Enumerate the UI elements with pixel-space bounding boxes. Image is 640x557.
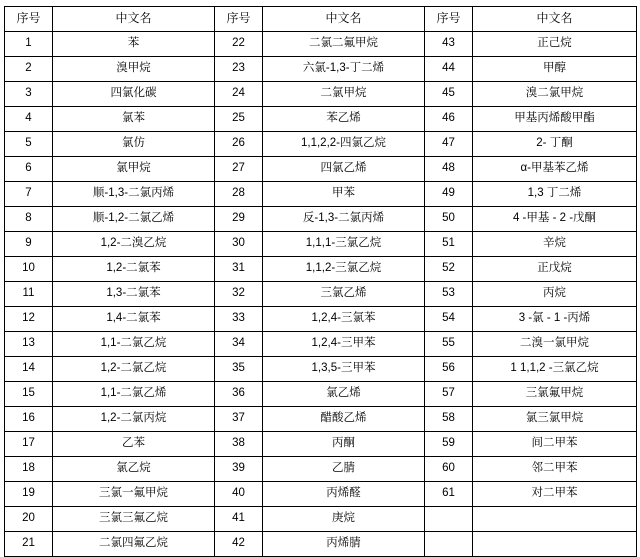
cell-index: 25 bbox=[215, 107, 263, 132]
table-row bbox=[5, 257, 637, 282]
cell-index: 4 bbox=[5, 107, 53, 132]
cell-index: 37 bbox=[215, 407, 263, 432]
cell-name: 1,3 丁二烯 bbox=[473, 182, 637, 207]
cell-index: 50 bbox=[425, 207, 473, 232]
cell-index: 3 bbox=[5, 82, 53, 107]
cell-name: 顺-1,3-二氯丙烯 bbox=[53, 182, 215, 207]
cell-index: 57 bbox=[425, 382, 473, 407]
cell-index: 52 bbox=[425, 257, 473, 282]
table-body bbox=[5, 32, 637, 557]
cell-index: 17 bbox=[5, 432, 53, 457]
table-row bbox=[5, 82, 637, 107]
cell-empty bbox=[425, 532, 473, 557]
chemical-substance-table bbox=[4, 6, 637, 557]
cell-index: 45 bbox=[425, 82, 473, 107]
cell-name: 对二甲苯 bbox=[473, 482, 637, 507]
cell-index: 54 bbox=[425, 307, 473, 332]
cell-index: 11 bbox=[5, 282, 53, 307]
cell-name: 1,2-二氯苯 bbox=[53, 257, 215, 282]
cell-index: 1 bbox=[5, 32, 53, 57]
cell-index: 60 bbox=[425, 457, 473, 482]
cell-name: 2- 丁酮 bbox=[473, 132, 637, 157]
cell-name: 氯乙烷 bbox=[53, 457, 215, 482]
cell-index: 30 bbox=[215, 232, 263, 257]
cell-name: 溴二氯甲烷 bbox=[473, 82, 637, 107]
cell-name: 1,2,4-三甲苯 bbox=[263, 332, 425, 357]
cell-name: 二氯四氟乙烷 bbox=[53, 532, 215, 557]
cell-name: 反-1,3-二氯丙烯 bbox=[263, 207, 425, 232]
table-row bbox=[5, 382, 637, 407]
cell-name: 甲基丙烯酸甲酯 bbox=[473, 107, 637, 132]
table-row bbox=[5, 407, 637, 432]
table-row bbox=[5, 132, 637, 157]
cell-name: 丙烯腈 bbox=[263, 532, 425, 557]
cell-index: 33 bbox=[215, 307, 263, 332]
cell-name: 三氯氟甲烷 bbox=[473, 382, 637, 407]
column-header-index-1: 序号 bbox=[5, 7, 53, 32]
cell-index: 21 bbox=[5, 532, 53, 557]
cell-name: 4 -甲基 - 2 -戊酮 bbox=[473, 207, 637, 232]
cell-name: 1,4-二氯苯 bbox=[53, 307, 215, 332]
cell-index: 35 bbox=[215, 357, 263, 382]
cell-index: 16 bbox=[5, 407, 53, 432]
cell-name: 顺-1,2-二氯乙烯 bbox=[53, 207, 215, 232]
cell-index: 10 bbox=[5, 257, 53, 282]
cell-index: 41 bbox=[215, 507, 263, 532]
cell-index: 53 bbox=[425, 282, 473, 307]
cell-name: 1,2-二溴乙烷 bbox=[53, 232, 215, 257]
cell-name: 三氯乙烯 bbox=[263, 282, 425, 307]
cell-index: 43 bbox=[425, 32, 473, 57]
cell-name: 四氯乙烯 bbox=[263, 157, 425, 182]
table-row bbox=[5, 32, 637, 57]
cell-index: 26 bbox=[215, 132, 263, 157]
cell-index: 44 bbox=[425, 57, 473, 82]
table-row bbox=[5, 457, 637, 482]
column-header-index-3: 序号 bbox=[425, 7, 473, 32]
cell-name: 三氯三氟乙烷 bbox=[53, 507, 215, 532]
column-header-name-2: 中文名 bbox=[263, 7, 425, 32]
cell-index: 51 bbox=[425, 232, 473, 257]
cell-index: 49 bbox=[425, 182, 473, 207]
cell-index: 34 bbox=[215, 332, 263, 357]
cell-name: 丙酮 bbox=[263, 432, 425, 457]
cell-empty bbox=[425, 507, 473, 532]
cell-index: 58 bbox=[425, 407, 473, 432]
cell-index: 6 bbox=[5, 157, 53, 182]
table-row bbox=[5, 157, 637, 182]
table-row bbox=[5, 482, 637, 507]
cell-index: 55 bbox=[425, 332, 473, 357]
cell-name: 1,3-二氯苯 bbox=[53, 282, 215, 307]
cell-name: 1,1-二氯乙烷 bbox=[53, 332, 215, 357]
cell-name: α-甲基苯乙烯 bbox=[473, 157, 637, 182]
cell-index: 7 bbox=[5, 182, 53, 207]
cell-name: 四氯化碳 bbox=[53, 82, 215, 107]
cell-name: 3 -氯 - 1 -丙烯 bbox=[473, 307, 637, 332]
table-row bbox=[5, 432, 637, 457]
cell-name: 1,3,5-三甲苯 bbox=[263, 357, 425, 382]
table-row bbox=[5, 182, 637, 207]
cell-index: 61 bbox=[425, 482, 473, 507]
cell-index: 40 bbox=[215, 482, 263, 507]
cell-index: 38 bbox=[215, 432, 263, 457]
cell-empty bbox=[473, 507, 637, 532]
cell-name: 1,1-二氯乙烯 bbox=[53, 382, 215, 407]
table-header bbox=[5, 7, 637, 32]
cell-name: 溴甲烷 bbox=[53, 57, 215, 82]
cell-index: 47 bbox=[425, 132, 473, 157]
cell-name: 邻二甲苯 bbox=[473, 457, 637, 482]
cell-index: 39 bbox=[215, 457, 263, 482]
cell-name: 正戊烷 bbox=[473, 257, 637, 282]
cell-index: 28 bbox=[215, 182, 263, 207]
column-header-name-3: 中文名 bbox=[473, 7, 637, 32]
cell-index: 13 bbox=[5, 332, 53, 357]
cell-name: 氯苯 bbox=[53, 107, 215, 132]
cell-index: 31 bbox=[215, 257, 263, 282]
cell-index: 32 bbox=[215, 282, 263, 307]
table-row bbox=[5, 307, 637, 332]
cell-name: 乙苯 bbox=[53, 432, 215, 457]
cell-name: 1,1,1-三氯乙烷 bbox=[263, 232, 425, 257]
table-row bbox=[5, 207, 637, 232]
cell-name: 醋酸乙烯 bbox=[263, 407, 425, 432]
cell-name: 正己烷 bbox=[473, 32, 637, 57]
table-header-row bbox=[5, 7, 637, 32]
cell-index: 23 bbox=[215, 57, 263, 82]
cell-index: 27 bbox=[215, 157, 263, 182]
cell-index: 2 bbox=[5, 57, 53, 82]
column-header-name-1: 中文名 bbox=[53, 7, 215, 32]
cell-index: 15 bbox=[5, 382, 53, 407]
cell-index: 24 bbox=[215, 82, 263, 107]
cell-index: 22 bbox=[215, 32, 263, 57]
cell-name: 甲苯 bbox=[263, 182, 425, 207]
cell-index: 12 bbox=[5, 307, 53, 332]
cell-index: 59 bbox=[425, 432, 473, 457]
cell-index: 56 bbox=[425, 357, 473, 382]
column-header-index-2: 序号 bbox=[215, 7, 263, 32]
cell-name: 丙烷 bbox=[473, 282, 637, 307]
table-row bbox=[5, 532, 637, 557]
table-row bbox=[5, 507, 637, 532]
table-row bbox=[5, 57, 637, 82]
table-row bbox=[5, 282, 637, 307]
cell-index: 19 bbox=[5, 482, 53, 507]
cell-index: 42 bbox=[215, 532, 263, 557]
cell-index: 20 bbox=[5, 507, 53, 532]
cell-index: 18 bbox=[5, 457, 53, 482]
cell-index: 5 bbox=[5, 132, 53, 157]
cell-name: 庚烷 bbox=[263, 507, 425, 532]
cell-name: 三氯一氟甲烷 bbox=[53, 482, 215, 507]
cell-name: 甲醇 bbox=[473, 57, 637, 82]
cell-index: 29 bbox=[215, 207, 263, 232]
cell-name: 二氯甲烷 bbox=[263, 82, 425, 107]
table-row bbox=[5, 357, 637, 382]
table-row bbox=[5, 107, 637, 132]
cell-name: 六氯-1,3-丁二烯 bbox=[263, 57, 425, 82]
cell-name: 氯甲烷 bbox=[53, 157, 215, 182]
cell-name: 二氯二氟甲烷 bbox=[263, 32, 425, 57]
cell-name: 苯 bbox=[53, 32, 215, 57]
cell-name: 丙烯醛 bbox=[263, 482, 425, 507]
cell-name: 苯乙烯 bbox=[263, 107, 425, 132]
cell-name: 间二甲苯 bbox=[473, 432, 637, 457]
cell-name: 辛烷 bbox=[473, 232, 637, 257]
cell-name: 1,1,2,2-四氯乙烷 bbox=[263, 132, 425, 157]
cell-name: 二溴一氯甲烷 bbox=[473, 332, 637, 357]
cell-index: 36 bbox=[215, 382, 263, 407]
cell-name: 1,2,4-三氯苯 bbox=[263, 307, 425, 332]
cell-name: 氯乙烯 bbox=[263, 382, 425, 407]
cell-name: 1,2-二氯丙烷 bbox=[53, 407, 215, 432]
cell-index: 9 bbox=[5, 232, 53, 257]
cell-name: 乙腈 bbox=[263, 457, 425, 482]
cell-index: 46 bbox=[425, 107, 473, 132]
cell-index: 48 bbox=[425, 157, 473, 182]
cell-empty bbox=[473, 532, 637, 557]
cell-index: 14 bbox=[5, 357, 53, 382]
cell-name: 氯三氯甲烷 bbox=[473, 407, 637, 432]
cell-name: 1 1,1,2 -三氯乙烷 bbox=[473, 357, 637, 382]
cell-index: 8 bbox=[5, 207, 53, 232]
cell-name: 1,1,2-三氯乙烷 bbox=[263, 257, 425, 282]
table-row bbox=[5, 332, 637, 357]
cell-name: 1,2-二氯乙烷 bbox=[53, 357, 215, 382]
table-row bbox=[5, 232, 637, 257]
cell-name: 氯仿 bbox=[53, 132, 215, 157]
